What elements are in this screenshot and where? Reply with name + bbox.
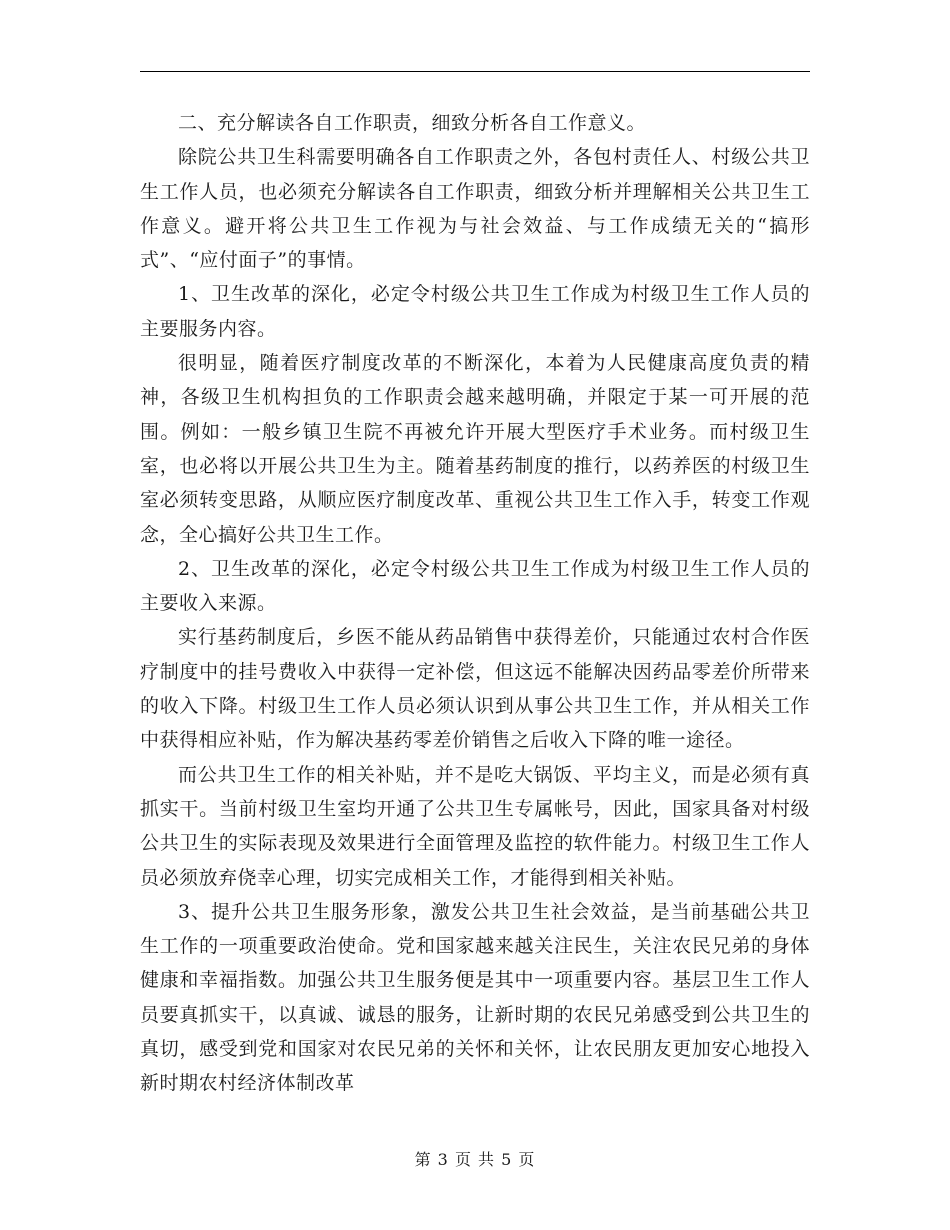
header-rule [140,71,810,72]
item-heading: 1、卫生改革的深化，必定令村级公共卫生工作成为村级卫生工作人员的主要服务内容。 [140,283,810,340]
paragraph: 很明显，随着医疗制度改革的不断深化，本着为人民健康高度负责的精神，各级卫生机构担负的工作职责会越来越明确，并限定于某一可开展的范围。例如：一般乡镇卫生院不再被允许开展大型医疗手术业务。而村级卫生室，也必将以开展公共卫生为主。随着基药制度的推行，以药养医的村级卫生室必须转变思路，从顺应医疗制度改革、重视公共卫生工作入手，转变工作观念，全心搞好公共卫生工作。 [140,352,810,546]
page-footer: 第 3 页 共 5 页 [414,1150,536,1169]
item-heading: 2、卫生改革的深化，必定令村级公共卫生工作成为村级卫生工作人员的主要收入来源。 [140,557,810,615]
paragraph: 而公共卫生工作的相关补贴，并不是吃大锅饭、平均主义，而是必须有真抓实干。当前村级卫生室均开通了公共卫生专属帐号，因此，国家具备对村级公共卫生的实际表现及效果进行全面管理及监控的软件能力。村级卫生工作人员必须放弃侥幸心理，切实完成相关工作，才能得到相关补贴。 [140,763,810,889]
document-body [140,106,810,1101]
section-heading: 二、充分解读各自工作职责，细致分析各自工作意义。 [178,112,647,134]
paragraph: 3、提升公共卫生服务形象，激发公共卫生社会效益，是当前基础公共卫生工作的一项重要政治使命。党和国家越来越关注民生，关注农民兄弟的身体健康和幸福指数。加强公共卫生服务便是其中一项重要内容。基层卫生工作人员要真抓实干，以真诚、诚恳的服务，让新时期的农民兄弟感受到公共卫生的真切，感受到党和国家对农民兄弟的关怀和关怀，让农民朋友更加安心地投入新时期农村经济体制改革 [140,900,810,1095]
paragraph: 除院公共卫生科需要明确各自工作职责之外，各包村责任人、村级公共卫生工作人员，也必须充分解读各自工作职责，细致分析并理解相关公共卫生工作意义。避开将公共卫生工作视为与社会效益、与工作成绩无关的“搞形式”、“应付面子”的事情。 [140,146,810,272]
paragraph: 实行基药制度后，乡医不能从药品销售中获得差价，只能通过农村合作医疗制度中的挂号费收入中获得一定补偿，但这远不能解决因药品零差价所带来的收入下降。村级卫生工作人员必须认识到从事公共卫生工作，并从相关工作中获得相应补贴，作为解决基药零差价销售之后收入下降的唯一途径。 [140,626,810,752]
